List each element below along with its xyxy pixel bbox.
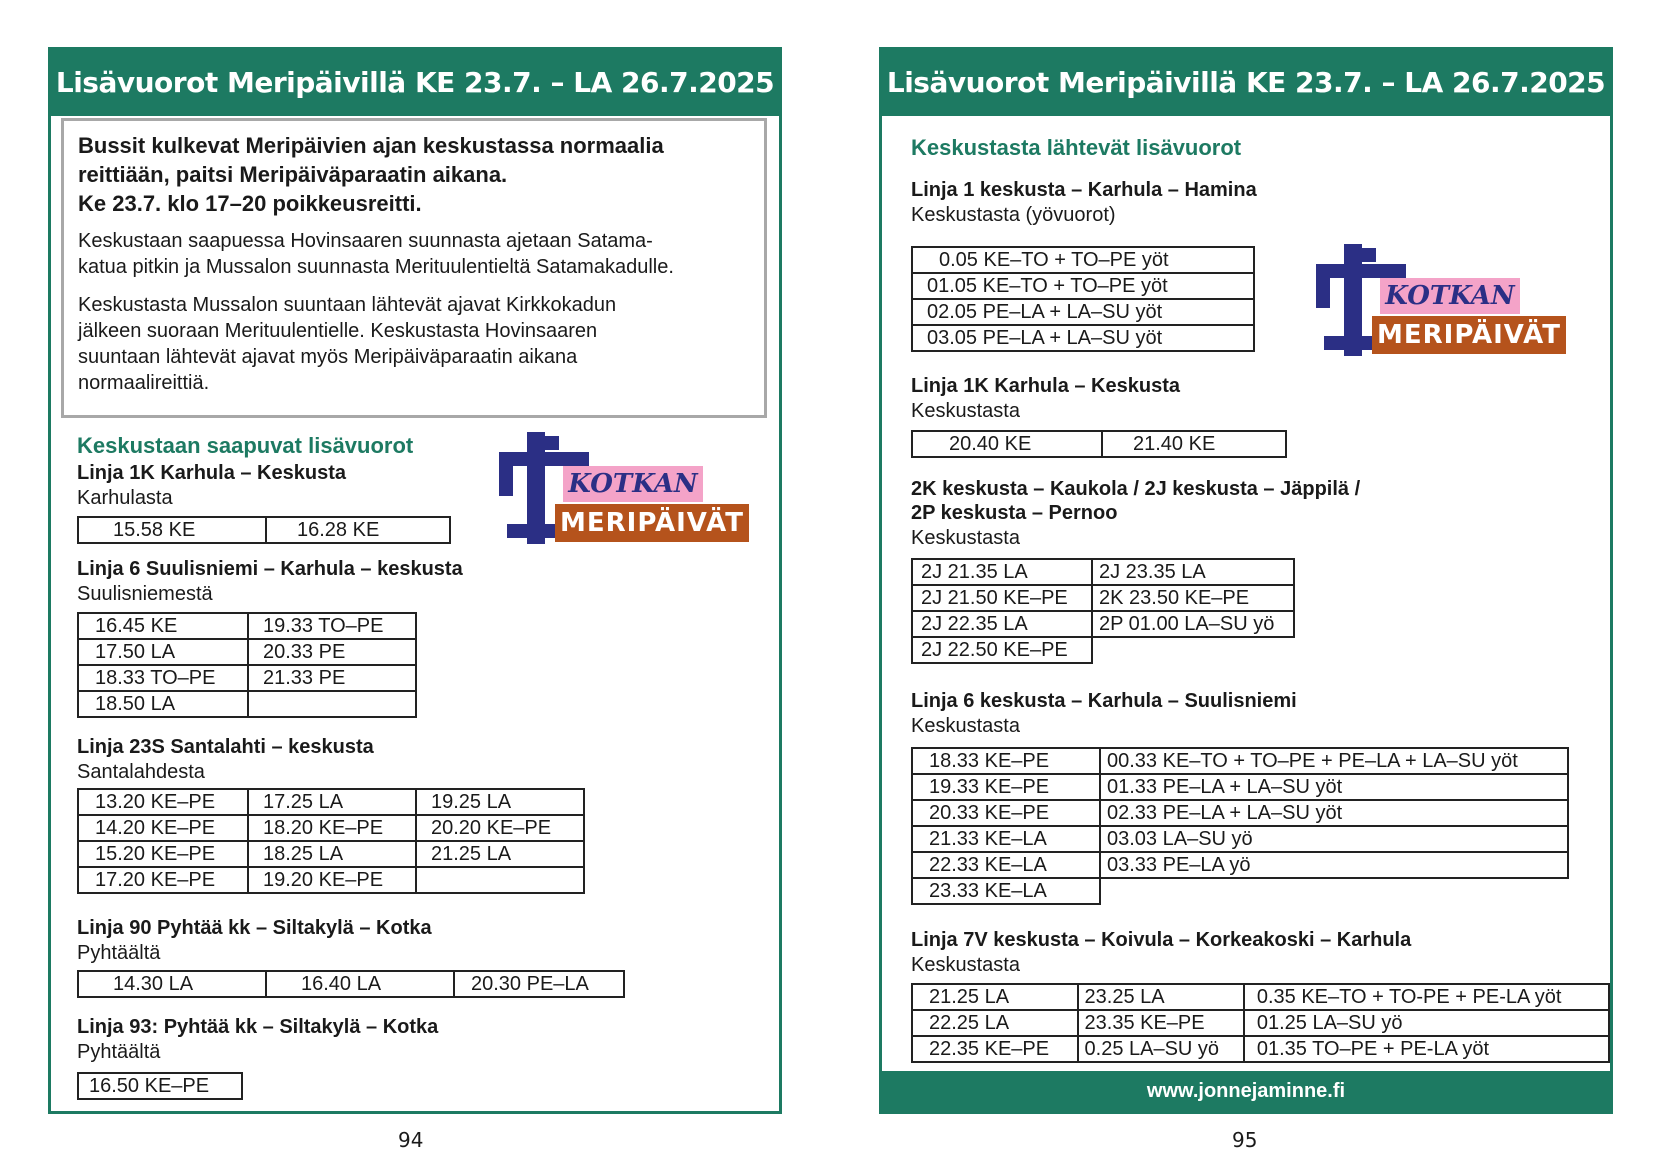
table-cell: 16.45 KE bbox=[78, 613, 248, 639]
notice-text: suuntaan lähtevät ajavat myös Meripäiväparaatin aikana bbox=[78, 346, 578, 368]
table-row bbox=[912, 299, 1254, 325]
table-row bbox=[912, 1036, 1609, 1062]
table-cell: 03.05 PE–LA + LA–SU yöt bbox=[912, 325, 1254, 351]
table-cell: 15.58 KE bbox=[78, 517, 266, 543]
timetable-1-departing bbox=[911, 246, 1255, 352]
table-row bbox=[78, 841, 584, 867]
table-row bbox=[78, 639, 416, 665]
table-row bbox=[912, 273, 1254, 299]
table-cell: 20.33 PE bbox=[248, 639, 416, 665]
footer-website-link[interactable]: www.jonnejaminne.fi bbox=[882, 1071, 1610, 1111]
timetable-23s-arriving bbox=[77, 788, 585, 894]
table-row bbox=[78, 971, 624, 997]
table-cell: 18.33 KE–PE bbox=[912, 748, 1100, 774]
line-origin: Suulisniemestä bbox=[77, 583, 213, 605]
table-cell: 18.50 LA bbox=[78, 691, 248, 717]
table-cell: 2J 21.35 LA bbox=[912, 559, 1092, 585]
table-cell: 2K 23.50 KE–PE bbox=[1092, 585, 1294, 611]
table-row bbox=[912, 984, 1609, 1010]
table-cell: 14.30 LA bbox=[78, 971, 266, 997]
table-cell: 16.40 LA bbox=[266, 971, 454, 997]
section-title-arriving: Keskustaan saapuvat lisävuorot bbox=[77, 433, 414, 458]
notice-lead-line: reittiään, paitsi Meripäiväparaatin aikana. bbox=[78, 162, 508, 187]
table-cell: 17.50 LA bbox=[78, 639, 248, 665]
logo-word-kotkan: KOTKAN bbox=[1380, 278, 1520, 314]
table-cell: 13.20 KE–PE bbox=[78, 789, 248, 815]
table-row bbox=[912, 559, 1294, 585]
table-row bbox=[912, 826, 1568, 852]
line-origin: Keskustasta bbox=[911, 400, 1020, 422]
table-cell: 21.25 LA bbox=[416, 841, 584, 867]
notice-paragraph bbox=[78, 292, 750, 396]
line-title: Linja 1K Karhula – Keskusta bbox=[77, 462, 346, 484]
page-title: Lisävuorot Meripäivillä KE 23.7. – LA 26.7.2025 bbox=[882, 50, 1610, 116]
table-row bbox=[912, 247, 1254, 273]
page-number-left: 94 bbox=[398, 1128, 424, 1152]
timetable-6-departing bbox=[911, 747, 1569, 905]
table-row bbox=[78, 613, 416, 639]
table-cell: 18.20 KE–PE bbox=[248, 815, 416, 841]
timetable-7v-departing bbox=[911, 983, 1610, 1063]
line-title: Linja 6 keskusta – Karhula – Suulisniemi bbox=[911, 690, 1297, 712]
table-cell: 03.33 PE–LA yö bbox=[1100, 852, 1568, 878]
table-cell: 18.33 TO–PE bbox=[78, 665, 248, 691]
table-cell-empty bbox=[1100, 878, 1568, 904]
table-row bbox=[912, 852, 1568, 878]
table-cell: 0.25 LA–SU yö bbox=[1078, 1036, 1244, 1062]
table-cell: 19.25 LA bbox=[416, 789, 584, 815]
table-cell: 21.33 PE bbox=[248, 665, 416, 691]
table-cell: 00.33 KE–TO + TO–PE + PE–LA + LA–SU yöt bbox=[1100, 748, 1568, 774]
table-cell: 2J 23.35 LA bbox=[1092, 559, 1294, 585]
timetable-93-arriving bbox=[77, 1072, 243, 1100]
table-cell: 01.35 TO–PE + PE-LA yöt bbox=[1244, 1036, 1609, 1062]
table-row bbox=[912, 431, 1286, 457]
section-title-departing: Keskustasta lähtevät lisävuorot bbox=[911, 135, 1242, 160]
notice-lead-line: Bussit kulkevat Meripäivien ajan keskustassa normaalia bbox=[78, 133, 664, 158]
line-title: Linja 90 Pyhtää kk – Siltakylä – Kotka bbox=[77, 917, 432, 939]
table-row bbox=[912, 637, 1294, 663]
line-origin: Keskustasta bbox=[911, 527, 1020, 549]
table-row bbox=[78, 815, 584, 841]
line-origin: Keskustasta (yövuorot) bbox=[911, 204, 1116, 226]
table-cell: 01.33 PE–LA + LA–SU yöt bbox=[1100, 774, 1568, 800]
table-row bbox=[912, 774, 1568, 800]
table-cell: 19.20 KE–PE bbox=[248, 867, 416, 893]
timetable-1k-departing bbox=[911, 430, 1287, 458]
table-cell: 18.25 LA bbox=[248, 841, 416, 867]
table-cell: 22.35 KE–PE bbox=[912, 1036, 1078, 1062]
line-origin: Pyhtäältä bbox=[77, 942, 161, 964]
timetable-6-arriving bbox=[77, 612, 417, 718]
table-cell: 0.35 KE–TO + TO-PE + PE-LA yöt bbox=[1244, 984, 1609, 1010]
line-title: Linja 23S Santalahti – keskusta bbox=[77, 736, 374, 758]
table-cell: 20.33 KE–PE bbox=[912, 800, 1100, 826]
table-cell: 2J 22.50 KE–PE bbox=[912, 637, 1092, 663]
table-cell: 02.33 PE–LA + LA–SU yöt bbox=[1100, 800, 1568, 826]
notice-text: normaalireittiä. bbox=[78, 372, 210, 394]
route-notice-box bbox=[61, 118, 767, 418]
table-row bbox=[912, 800, 1568, 826]
timetable-90-arriving bbox=[77, 970, 625, 998]
page-right bbox=[879, 47, 1613, 1114]
table-row bbox=[78, 867, 584, 893]
kotkan-meripaivat-logo bbox=[1316, 244, 1566, 356]
kotkan-meripaivat-logo bbox=[499, 432, 749, 544]
line-origin: Pyhtäältä bbox=[77, 1041, 161, 1063]
table-cell: 14.20 KE–PE bbox=[78, 815, 248, 841]
line-title: Linja 1K Karhula – Keskusta bbox=[911, 375, 1180, 397]
line-title: 2K keskusta – Kaukola / 2J keskusta – Jäppilä / bbox=[911, 478, 1361, 500]
table-row bbox=[912, 878, 1568, 904]
table-cell: 2P 01.00 LA–SU yö bbox=[1092, 611, 1294, 637]
line-title: Linja 6 Suulisniemi – Karhula – keskusta bbox=[77, 558, 463, 580]
page-title: Lisävuorot Meripäivillä KE 23.7. – LA 26.7.2025 bbox=[51, 50, 779, 116]
page-left bbox=[48, 47, 782, 1114]
logo-word-meripaivat: MERIPÄIVÄT bbox=[1372, 316, 1566, 354]
line-title: Linja 7V keskusta – Koivula – Korkeakoski – Karhula bbox=[911, 929, 1412, 951]
line-origin: Karhulasta bbox=[77, 487, 173, 509]
page-number-right: 95 bbox=[1232, 1128, 1258, 1152]
table-row bbox=[912, 611, 1294, 637]
table-cell: 23.35 KE–PE bbox=[1078, 1010, 1244, 1036]
notice-text: jälkeen suoraan Merituulentielle. Keskustasta Hovinsaaren bbox=[78, 320, 598, 342]
table-cell: 02.05 PE–LA + LA–SU yöt bbox=[912, 299, 1254, 325]
line-origin: Santalahdesta bbox=[77, 761, 205, 783]
notice-text: Keskustaan saapuessa Hovinsaaren suunnasta ajetaan Satama- bbox=[78, 230, 653, 252]
notice-paragraph bbox=[78, 228, 750, 280]
notice-text: katua pitkin ja Mussalon suunnasta Merituulentieltä Satamakadulle. bbox=[78, 256, 674, 278]
table-row bbox=[78, 789, 584, 815]
table-cell bbox=[248, 691, 416, 717]
table-row bbox=[78, 691, 416, 717]
table-cell: 2J 22.35 LA bbox=[912, 611, 1092, 637]
table-row bbox=[912, 1010, 1609, 1036]
table-cell: 21.25 LA bbox=[912, 984, 1078, 1010]
table-cell: 19.33 KE–PE bbox=[912, 774, 1100, 800]
notice-lead bbox=[78, 131, 750, 218]
logo-word-kotkan: KOTKAN bbox=[563, 466, 703, 502]
notice-lead-line: Ke 23.7. klo 17–20 poikkeusreitti. bbox=[78, 191, 422, 216]
table-cell: 16.28 KE bbox=[266, 517, 450, 543]
table-cell: 03.03 LA–SU yö bbox=[1100, 826, 1568, 852]
table-cell: 01.05 KE–TO + TO–PE yöt bbox=[912, 273, 1254, 299]
line-title: Linja 93: Pyhtää kk – Siltakylä – Kotka bbox=[77, 1016, 439, 1038]
table-cell: 17.25 LA bbox=[248, 789, 416, 815]
table-cell: 20.30 PE–LA bbox=[454, 971, 624, 997]
table-row bbox=[78, 665, 416, 691]
table-row bbox=[78, 1073, 242, 1099]
table-cell: 22.33 KE–LA bbox=[912, 852, 1100, 878]
timetable-1k-arriving bbox=[77, 516, 451, 544]
table-cell: 15.20 KE–PE bbox=[78, 841, 248, 867]
table-cell bbox=[416, 867, 584, 893]
table-cell: 0.05 KE–TO + TO–PE yöt bbox=[912, 247, 1254, 273]
logo-word-meripaivat: MERIPÄIVÄT bbox=[555, 504, 749, 542]
line-origin: Keskustasta bbox=[911, 715, 1020, 737]
notice-text: Keskustasta Mussalon suuntaan lähtevät ajavat Kirkkokadun bbox=[78, 294, 617, 316]
table-cell: 17.20 KE–PE bbox=[78, 867, 248, 893]
table-cell: 20.20 KE–PE bbox=[416, 815, 584, 841]
table-row bbox=[912, 585, 1294, 611]
table-cell: 23.25 LA bbox=[1078, 984, 1244, 1010]
table-cell-empty bbox=[1092, 637, 1294, 663]
table-cell: 22.25 LA bbox=[912, 1010, 1078, 1036]
line-origin: Keskustasta bbox=[911, 954, 1020, 976]
table-row bbox=[78, 517, 450, 543]
line-title: 2P keskusta – Pernoo bbox=[911, 502, 1118, 524]
table-cell: 23.33 KE–LA bbox=[912, 878, 1100, 904]
line-title: Linja 1 keskusta – Karhula – Hamina bbox=[911, 179, 1257, 201]
table-row bbox=[912, 748, 1568, 774]
table-cell: 2J 21.50 KE–PE bbox=[912, 585, 1092, 611]
table-cell: 21.33 KE–LA bbox=[912, 826, 1100, 852]
table-cell: 01.25 LA–SU yö bbox=[1244, 1010, 1609, 1036]
table-cell: 19.33 TO–PE bbox=[248, 613, 416, 639]
table-cell: 16.50 KE–PE bbox=[78, 1073, 242, 1099]
timetable-2-departing bbox=[911, 558, 1295, 664]
table-row bbox=[912, 325, 1254, 351]
table-cell: 21.40 KE bbox=[1102, 431, 1286, 457]
table-cell: 20.40 KE bbox=[912, 431, 1102, 457]
